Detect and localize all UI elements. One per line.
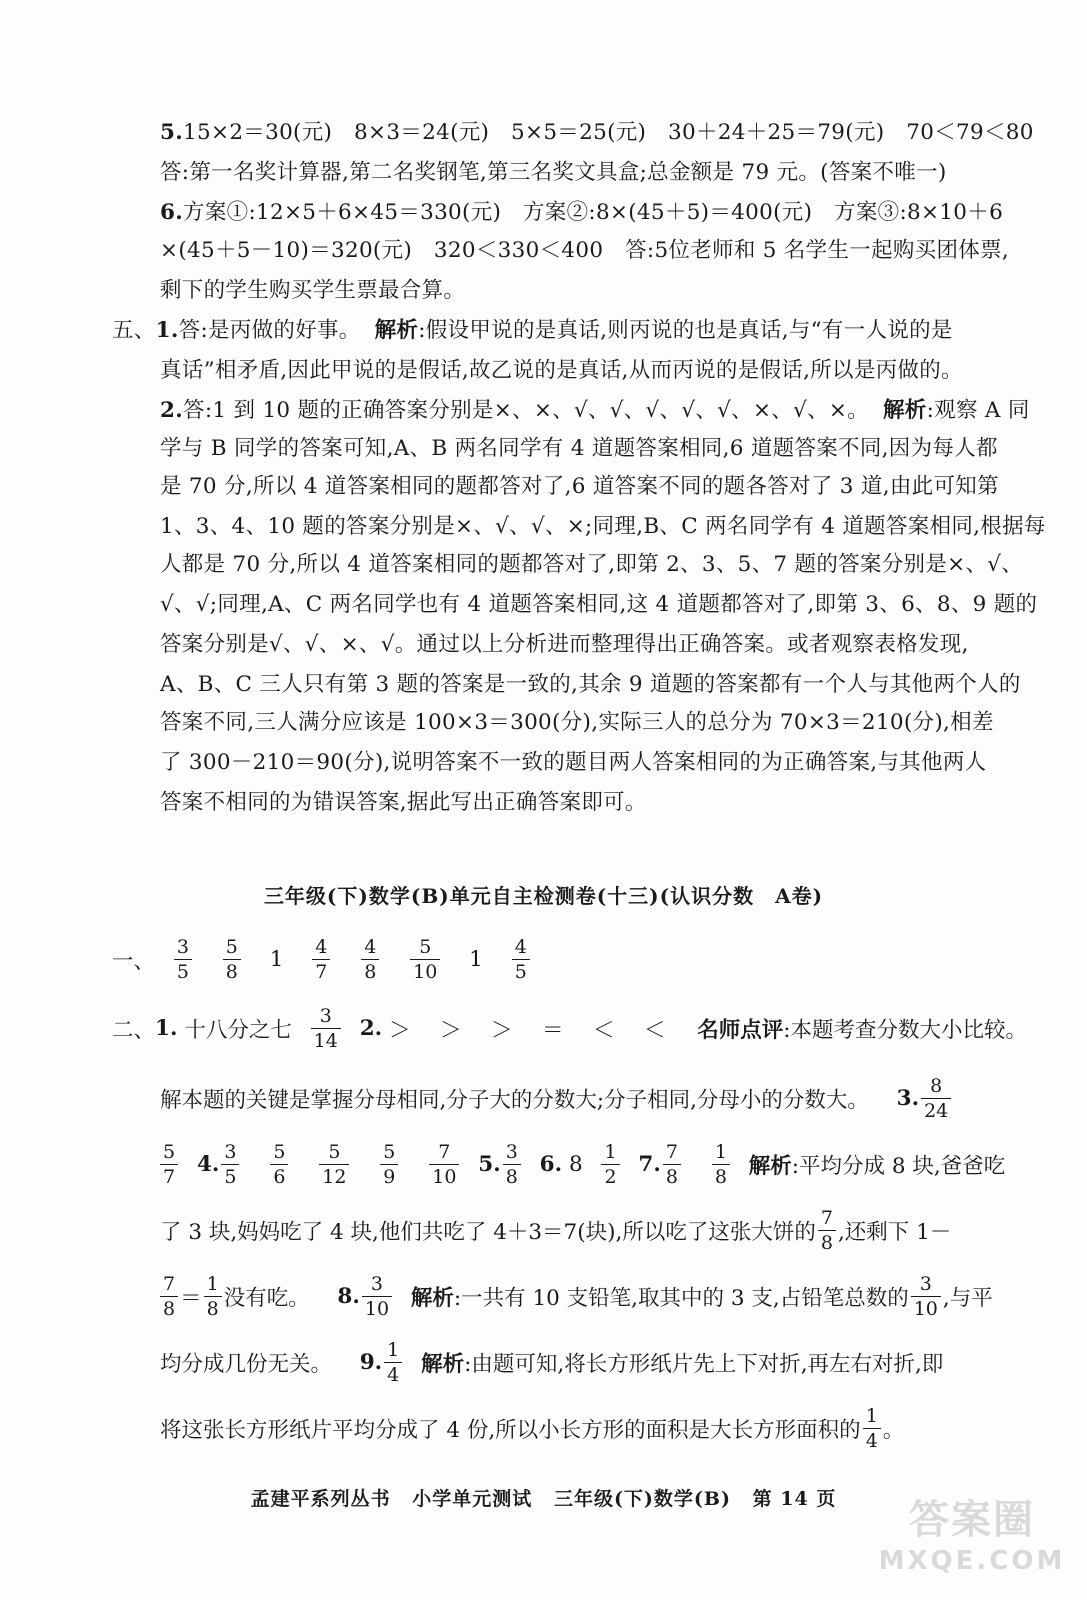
fraction: $\frac{3}{8}$	[503, 1140, 521, 1189]
section2-row1: 二、1. 十八分之七 $\frac{3}{14}$ 2. ＞ ＞ ＞ ＝ ＜ ＜ 名师点评:本题考查分数大小比较。	[112, 1005, 1027, 1052]
fraction: $\frac{4}{5}$	[512, 935, 530, 984]
part5-q2-line3: 是 70 分,所以 4 道答案相同的题都答对了,6 道答案不同的题各答对了 3 道,由此可知第	[160, 474, 999, 499]
fraction: $\frac{5}{7}$	[160, 1140, 178, 1189]
part5-q2-line10: 了 300－210＝90(分),说明答案不一致的题目两人答案相同的为正确答案,与其他两人	[160, 750, 987, 775]
section2-row2: 解本题的关键是掌握分母相同,分子大的分数大;分子相同,分母小的分数大。 3. $\frac{8}{24}$	[160, 1074, 1020, 1134]
fraction: $\frac{7}{8}$	[160, 1272, 178, 1321]
fraction: $\frac{8}{24}$	[921, 1074, 951, 1123]
watermark-logo: 答案圈 MXQE.COM	[878, 1497, 1066, 1576]
fraction: $\frac{3}{5}$	[221, 1140, 239, 1189]
q5-line1: 5.15×2＝30(元) 8×3＝24(元) 5×5＝25(元) 30＋24＋25＝79(元) 70＜79＜80	[160, 120, 1034, 145]
part5-q2-line5: 人都是 70 分,所以 4 道答案相同的题都答对了,即第 2、3、5、7 题的答案分别是×、√、	[160, 552, 1024, 577]
fraction: $\frac{3}{5}$	[174, 935, 192, 984]
q5-line2: 答:第一名奖计算器,第二名奖钢笔,第三名奖文具盒;总金额是 79 元。(答案不唯一)	[160, 160, 947, 185]
q6-line3: 剩下的学生购买学生票最合算。	[160, 278, 466, 303]
page-number: 14	[780, 1488, 809, 1510]
section2-row3: $\frac{5}{7}$ 4. $\frac{3}{5}$ $\frac{5}{6}$ $\frac{5}{12}$ $\frac{5}{9}$ $\frac{7}{10}$ 5. $\frac{3}{8}$ 6. 8 $\frac{1}{2}$ 7. $\frac{7}{8}$ $\frac{1}{8}$ 解析:平均分成 8 块,爸爸吃	[160, 1140, 1020, 1200]
fraction: $\frac{5}{12}$	[319, 1140, 349, 1189]
part5-q1-line1: 五、1.答:是丙做的好事。 解析:假设甲说的是真话,则丙说的也是真话,与“有一人说的是	[112, 318, 953, 343]
section2-row7: 将这张长方形纸片平均分成了 4 份,所以小长方形的面积是大长方形面积的 $\frac{1}{4}$ 。	[160, 1405, 905, 1452]
fraction: $\frac{1}{4}$	[863, 1404, 881, 1453]
fraction: $\frac{5}{6}$	[270, 1140, 288, 1189]
part5-q2-line7: 答案分别是√、√、×、√。通过以上分析进而整理得出正确答案。或者观察表格发现,	[160, 632, 969, 657]
fraction: $\frac{3}{14}$	[311, 1004, 341, 1053]
test-title: 三年级(下)数学(B)单元自主检测卷(十三)(认识分数 A卷)	[263, 884, 824, 908]
part5-q2-line8: A、B、C 三人只有第 3 题的答案是一致的,其余 9 道题的答案都有一个人与其他两个人的	[160, 672, 1021, 697]
fraction: $\frac{5}{10}$	[410, 935, 440, 984]
fraction: $\frac{7}{8}$	[818, 1206, 836, 1255]
part5-q2-line4: 1、3、4、10 题的答案分别是×、√、√、×;同理,B、C 两名同学有 4 道题答案相同,根据每	[160, 514, 1046, 539]
fraction: $\frac{4}{8}$	[361, 935, 379, 984]
part5-q2-line1: 2.答:1 到 10 题的正确答案分别是×、×、√、√、√、√、√、×、√、×。 解析:观察 A 同	[160, 398, 1030, 423]
part5-q2-line9: 答案不同,三人满分应该是 100×3＝300(分),实际三人的总分为 70×3＝210(分),相差	[160, 710, 994, 735]
fraction: $\frac{1}{4}$	[384, 1338, 402, 1387]
section2-row6: 均分成几份无关。 9. $\frac{1}{4}$ 解析:由题可知,将长方形纸片先上下对折,再左右对折,即	[160, 1339, 944, 1386]
fraction: $\frac{1}{2}$	[601, 1140, 619, 1189]
section1-answers: 一、 $\frac{3}{5}$ $\frac{5}{8}$ 1 $\frac{4}{7}$ $\frac{4}{8}$ $\frac{5}{10}$ 1 $\frac{4}{5}$	[112, 935, 972, 995]
fraction: $\frac{1}{8}$	[712, 1140, 730, 1189]
q6-line1: 6.方案①:12×5＋6×45＝330(元) 方案②:8×(45＋5)＝400(元) 方案③:8×10＋6	[160, 200, 1004, 225]
part5-q2-line6: √、√;同理,A、C 两名同学也有 4 道题答案相同,这 4 道题都答对了,即第 3、6、8、9 题的	[160, 592, 1038, 617]
fraction: $\frac{7}{8}$	[663, 1140, 681, 1189]
fraction: $\frac{5}{9}$	[380, 1140, 398, 1189]
fraction: $\frac{1}{8}$	[204, 1272, 222, 1321]
section2-row4: 了 3 块,妈妈吃了 4 块,他们共吃了 4＋3＝7(块),所以吃了这张大饼的 $\frac{7}{8}$ ,还剩下 1－	[160, 1207, 952, 1254]
fraction: $\frac{3}{10}$	[362, 1272, 392, 1321]
part5-q2-line2: 学与 B 同学的答案可知,A、B 两名同学有 4 道题答案相同,6 道题答案不同,因为每人都	[160, 436, 998, 461]
fraction: $\frac{4}{7}$	[312, 935, 330, 984]
part5-q1-line2: 真话”相矛盾,因此甲说的是假话,故乙说的是真话,从而丙说的是假话,所以是丙做的。	[160, 358, 963, 383]
page-footer: 孟建平系列丛书 小学单元测试 三年级(下)数学(B) 第 14 页	[250, 1488, 837, 1510]
fraction: $\frac{3}{10}$	[911, 1272, 941, 1321]
part5-q2-line11: 答案不相同的为错误答案,据此写出正确答案即可。	[160, 790, 647, 815]
q6-line2: ×(45＋5－10)＝320(元) 320＜330＜400 答:5位老师和 5 名学生一起购买团体票,	[160, 238, 1010, 263]
fraction: $\frac{7}{10}$	[429, 1140, 459, 1189]
fraction: $\frac{5}{8}$	[223, 935, 241, 984]
section2-row5: $\frac{7}{8}$ ＝ $\frac{1}{8}$ 没有吃。 8. $\frac{3}{10}$ 解析:一共有 10 支铅笔,取其中的 3 支,占铅笔总数的 $\frac{3}{10}$ ,与平	[160, 1272, 1020, 1332]
